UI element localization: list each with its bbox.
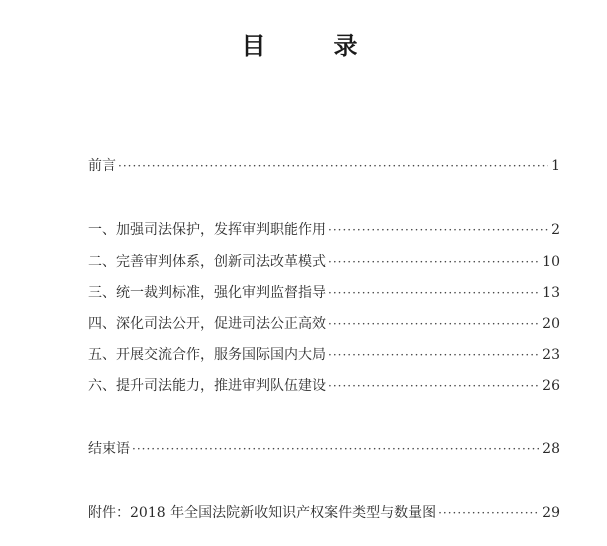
dot-leader: [438, 502, 540, 524]
toc-entry-label: 四、深化司法公开，促进司法公正高效: [88, 316, 326, 332]
dot-leader: [328, 251, 540, 273]
toc-entry-page: 20: [542, 316, 560, 332]
toc-entry-label: 六、提升司法能力，推进审判队伍建设: [88, 378, 326, 394]
dot-leader: [132, 438, 540, 460]
toc-entry-page: 29: [542, 505, 560, 521]
dot-leader: [328, 282, 540, 304]
toc-entry-label: 结束语: [88, 441, 130, 457]
dot-leader: [328, 219, 548, 241]
toc-entry-appendix[interactable]: [88, 502, 560, 524]
toc-entry-page: 10: [542, 254, 560, 270]
toc-entry-preface[interactable]: [88, 155, 560, 177]
toc-entry-page: 2: [551, 222, 560, 238]
toc-entry-label: 五、开展交流合作，服务国际国内大局: [88, 347, 326, 363]
toc-entry-chapter-6[interactable]: [88, 375, 560, 397]
toc-entry-chapter-3[interactable]: [88, 282, 560, 304]
toc-entry-chapter-5[interactable]: [88, 344, 560, 366]
toc-entry-label: 前言: [88, 158, 116, 174]
dot-leader: [328, 344, 540, 366]
toc-entry-label: 三、统一裁判标准，强化审判监督指导: [88, 285, 326, 301]
toc-entry-chapter-2[interactable]: [88, 251, 560, 273]
dot-leader: [118, 155, 548, 177]
toc-entry-label: 二、完善审判体系，创新司法改革模式: [88, 254, 326, 270]
toc-entry-label: 一、加强司法保护，发挥审判职能作用: [88, 222, 326, 238]
toc-entry-chapter-1[interactable]: [88, 219, 560, 241]
dot-leader: [328, 313, 540, 335]
toc-entry-page: 23: [542, 347, 560, 363]
toc-entry-page: 26: [542, 378, 560, 394]
toc-entry-page: 1: [551, 158, 560, 174]
toc-entry-chapter-4[interactable]: [88, 313, 560, 335]
toc-entry-conclusion[interactable]: [88, 438, 560, 460]
page-title: 目 录: [241, 31, 380, 60]
toc-entry-page: 28: [542, 441, 560, 457]
toc-entry-label: 附件：2018 年全国法院新收知识产权案件类型与数量图: [88, 505, 437, 521]
toc-entry-page: 13: [542, 285, 560, 301]
dot-leader: [328, 375, 540, 397]
